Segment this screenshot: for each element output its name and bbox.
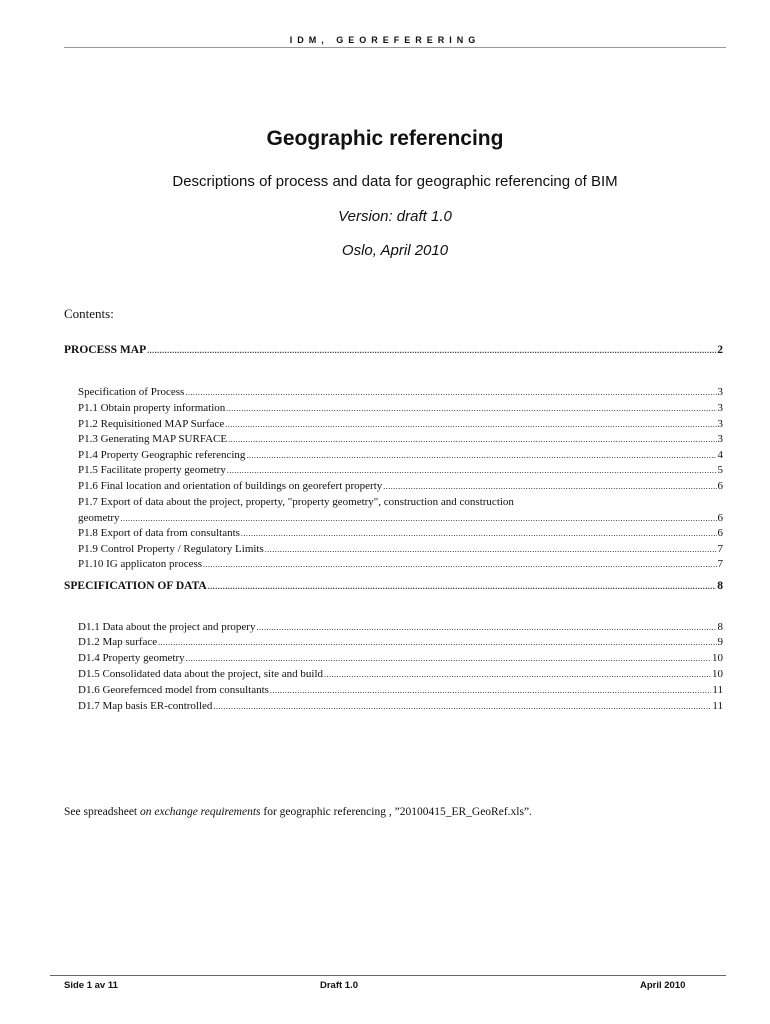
toc-entry-label: P1.5 Facilitate property geometry [78,464,226,476]
toc-entry-page: 2 [717,344,723,356]
toc-entry-label: P1.9 Control Property / Regulatory Limits [78,543,264,555]
toc-entry-page: 8 [717,580,723,592]
toc-leader-dots [228,435,716,444]
toc-entry[interactable] [78,464,723,476]
toc-entry[interactable] [78,480,723,492]
toc-entry-page: 3 [717,386,723,398]
toc-entry[interactable] [78,652,723,664]
toc-entry-label: SPECIFICATION OF DATA [64,580,207,592]
toc-entry[interactable] [78,668,723,680]
toc-leader-dots [246,451,716,460]
toc-entry-label: D1.7 Map basis ER-controlled [78,700,213,712]
toc-entry[interactable] [78,527,723,539]
toc-leader-dots [270,686,711,695]
toc-entry-page: 11 [712,700,723,712]
toc-leader-dots [158,638,716,647]
toc-leader-dots [241,529,717,538]
toc-entry[interactable] [78,512,723,524]
toc-entry-label: P1.8 Export of data from consultants [78,527,240,539]
toc-leader-dots [213,702,711,711]
toc-entry[interactable] [78,449,723,461]
toc-entry-page: 6 [717,480,723,492]
toc-entry[interactable] [64,580,723,592]
toc-entry-label: D1.5 Consolidated data about the project, site and build [78,668,324,680]
note-suffix: for geographic referencing , ”20100415_ER_GeoRef.xls”. [260,806,532,818]
toc-entry[interactable] [78,386,723,398]
toc-leader-dots [227,466,717,475]
toc-leader-dots [324,670,711,679]
footer-page-number: Side 1 av 11 [64,980,118,991]
toc-entry-page: 3 [717,402,723,414]
footer-date: April 2010 [640,980,686,991]
toc-entry[interactable] [78,433,723,445]
toc-leader-dots [208,582,717,591]
toc-leader-dots [226,404,716,413]
note-emphasis: on exchange requirements [140,806,261,818]
toc-entry-label: D1.1 Data about the project and propery [78,621,256,633]
toc-leader-dots [121,514,717,523]
toc-entry-page: 11 [712,684,723,696]
toc-leader-dots [186,654,711,663]
footer-rule [50,975,726,976]
toc-entry[interactable] [78,418,723,430]
toc-entry-label: P1.6 Final location and orientation of buildings on georefert property [78,480,383,492]
header-rule [64,47,726,48]
toc-leader-dots [256,623,716,632]
toc-entry-label-line1[interactable]: P1.7 Export of data about the project, property, "property geometry", construction and construction [78,496,514,508]
toc-entry-label: geometry [78,512,120,524]
toc-entry-label: Specification of Process [78,386,185,398]
toc-entry-page: 8 [717,621,723,633]
document-title: Geographic referencing [266,127,504,150]
toc-entry-page: 9 [717,636,723,648]
toc-entry-label: D1.6 Georefernced model from consultants [78,684,269,696]
toc-entry-page: 6 [717,527,723,539]
running-header: IDM, GEOREFERERING [289,35,481,45]
toc-entry-page: 10 [712,652,723,664]
toc-leader-dots [203,560,716,569]
toc-entry[interactable] [78,402,723,414]
toc-entry-label: P1.4 Property Geographic referencing [78,449,246,461]
document-place-date: Oslo, April 2010 [341,242,449,259]
toc-leader-dots [225,420,716,429]
toc-entry-label: P1.2 Requisitioned MAP Surface [78,418,225,430]
toc-entry[interactable] [78,684,723,696]
toc-entry[interactable] [64,344,723,356]
toc-leader-dots [265,545,717,554]
toc-entry-label: P1.3 Generating MAP SURFACE [78,433,228,445]
toc-entry-page: 10 [712,668,723,680]
toc-entry-label: D1.4 Property geometry [78,652,185,664]
toc-entry-label: P1.1 Obtain property information [78,402,226,414]
toc-entry-page: 7 [717,558,723,570]
toc-entry-page: 5 [717,464,723,476]
spreadsheet-note [64,806,532,818]
toc-entry-page: 3 [717,433,723,445]
document-version: Version: draft 1.0 [338,208,452,225]
toc-entry-page: 7 [717,543,723,555]
toc-entry-page: 3 [717,418,723,430]
toc-entry-label: D1.2 Map surface [78,636,158,648]
toc-entry-page: 6 [717,512,723,524]
document-subtitle: Descriptions of process and data for geographic referencing of BIM [172,173,618,190]
note-prefix: See spreadsheet [64,806,140,818]
toc-entry[interactable] [78,543,723,555]
toc-entry-label: PROCESS MAP [64,344,147,356]
toc-entry[interactable] [78,700,723,712]
contents-heading: Contents: [64,306,114,321]
toc-leader-dots [383,482,716,491]
toc-entry-label: P1.10 IG applicaton process [78,558,203,570]
toc-entry[interactable] [78,621,723,633]
toc-leader-dots [147,346,716,355]
footer-draft-label: Draft 1.0 [320,980,359,991]
toc-entry[interactable] [78,636,723,648]
toc-entry-page: 4 [717,449,723,461]
toc-entry[interactable] [78,558,723,570]
toc-leader-dots [185,388,716,397]
